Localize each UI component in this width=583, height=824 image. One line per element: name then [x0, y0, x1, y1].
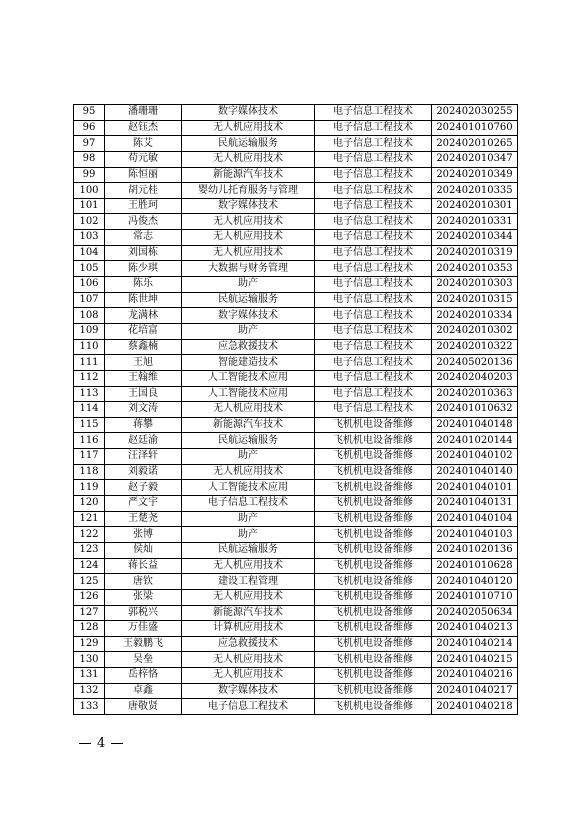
student-name-cell: 龙满林	[105, 308, 182, 324]
table-row	[74, 589, 518, 605]
student-name-cell: 汪泽轩	[105, 449, 182, 465]
student-name-cell: 张博	[105, 527, 182, 543]
row-number-cell: 101	[74, 198, 105, 214]
target-major-cell: 飞机机电设备维修	[315, 668, 432, 684]
target-major-cell: 电子信息工程技术	[315, 323, 432, 339]
original-major-cell: 助产	[182, 323, 315, 339]
row-number-cell: 132	[74, 683, 105, 699]
student-name-cell: 蒋长益	[105, 558, 182, 574]
row-number-cell: 120	[74, 496, 105, 512]
table-row	[74, 402, 518, 418]
original-major-cell: 应急救援技术	[182, 636, 315, 652]
original-major-cell: 无人机应用技术	[182, 230, 315, 246]
target-major-cell: 电子信息工程技术	[315, 355, 432, 371]
original-major-cell: 助产	[182, 511, 315, 527]
row-number-cell: 102	[74, 214, 105, 230]
row-number-cell: 118	[74, 464, 105, 480]
row-number-cell: 113	[74, 386, 105, 402]
row-number-cell: 123	[74, 542, 105, 558]
row-number-cell: 121	[74, 511, 105, 527]
table-row	[74, 245, 518, 261]
original-major-cell: 数字媒体技术	[182, 105, 315, 121]
student-id-cell: 202401010760	[432, 120, 518, 136]
table-row	[74, 136, 518, 152]
target-major-cell: 电子信息工程技术	[315, 230, 432, 246]
original-major-cell: 数字媒体技术	[182, 308, 315, 324]
original-major-cell: 数字媒体技术	[182, 683, 315, 699]
target-major-cell: 电子信息工程技术	[315, 105, 432, 121]
table-row	[74, 605, 518, 621]
target-major-cell: 电子信息工程技术	[315, 386, 432, 402]
original-major-cell: 无人机应用技术	[182, 402, 315, 418]
original-major-cell: 无人机应用技术	[182, 151, 315, 167]
student-id-cell: 202402010353	[432, 261, 518, 277]
original-major-cell: 人工智能技术应用	[182, 386, 315, 402]
target-major-cell: 飞机机电设备维修	[315, 589, 432, 605]
student-id-cell: 202401040215	[432, 652, 518, 668]
original-major-cell: 新能源汽车技术	[182, 605, 315, 621]
table-row	[74, 652, 518, 668]
student-id-cell: 202405020136	[432, 355, 518, 371]
row-number-cell: 95	[74, 105, 105, 121]
student-name-cell: 冯俊杰	[105, 214, 182, 230]
target-major-cell: 飞机机电设备维修	[315, 621, 432, 637]
table-row	[74, 621, 518, 637]
table-row	[74, 198, 518, 214]
table-row	[74, 151, 518, 167]
table-row	[74, 417, 518, 433]
student-name-cell: 王胜珂	[105, 198, 182, 214]
student-id-cell: 202402010331	[432, 214, 518, 230]
student-name-cell: 陈乐	[105, 277, 182, 293]
target-major-cell: 电子信息工程技术	[315, 167, 432, 183]
target-major-cell: 电子信息工程技术	[315, 214, 432, 230]
original-major-cell: 新能源汽车技术	[182, 417, 315, 433]
original-major-cell: 民航运输服务	[182, 433, 315, 449]
table-row	[74, 230, 518, 246]
row-number-cell: 126	[74, 589, 105, 605]
table-row	[74, 636, 518, 652]
target-major-cell: 飞机机电设备维修	[315, 527, 432, 543]
target-major-cell: 电子信息工程技术	[315, 308, 432, 324]
row-number-cell: 119	[74, 480, 105, 496]
student-id-cell: 202402010301	[432, 198, 518, 214]
table-row	[74, 214, 518, 230]
target-major-cell: 飞机机电设备维修	[315, 417, 432, 433]
table-row	[74, 355, 518, 371]
student-id-cell: 202401040101	[432, 480, 518, 496]
student-name-cell: 王楚尧	[105, 511, 182, 527]
student-name-cell: 陈世坤	[105, 292, 182, 308]
original-major-cell: 民航运输服务	[182, 136, 315, 152]
row-number-cell: 112	[74, 370, 105, 386]
student-id-cell: 202401040120	[432, 574, 518, 590]
student-name-cell: 卓鑫	[105, 683, 182, 699]
original-major-cell: 无人机应用技术	[182, 558, 315, 574]
student-name-cell: 唐敬贤	[105, 699, 182, 715]
row-number-cell: 108	[74, 308, 105, 324]
table-row	[74, 292, 518, 308]
original-major-cell: 电子信息工程技术	[182, 699, 315, 715]
student-name-cell: 吴垒	[105, 652, 182, 668]
target-major-cell: 飞机机电设备维修	[315, 699, 432, 715]
table-row	[74, 105, 518, 121]
footer-dash-right	[111, 743, 123, 744]
target-major-cell: 电子信息工程技术	[315, 292, 432, 308]
student-name-cell: 赵钰杰	[105, 120, 182, 136]
target-major-cell: 飞机机电设备维修	[315, 558, 432, 574]
target-major-cell: 电子信息工程技术	[315, 151, 432, 167]
target-major-cell: 飞机机电设备维修	[315, 433, 432, 449]
target-major-cell: 电子信息工程技术	[315, 402, 432, 418]
original-major-cell: 无人机应用技术	[182, 464, 315, 480]
student-name-cell: 岳梓恪	[105, 668, 182, 684]
target-major-cell: 电子信息工程技术	[315, 183, 432, 199]
table-row	[74, 558, 518, 574]
student-id-cell: 202402010315	[432, 292, 518, 308]
original-major-cell: 民航运输服务	[182, 542, 315, 558]
student-id-cell: 202401040102	[432, 449, 518, 465]
row-number-cell: 122	[74, 527, 105, 543]
table-row	[74, 167, 518, 183]
target-major-cell: 飞机机电设备维修	[315, 683, 432, 699]
row-number-cell: 110	[74, 339, 105, 355]
student-name-cell: 刘毅诺	[105, 464, 182, 480]
table-row	[74, 542, 518, 558]
row-number-cell: 117	[74, 449, 105, 465]
original-major-cell: 无人机应用技术	[182, 668, 315, 684]
row-number-cell: 125	[74, 574, 105, 590]
student-id-cell: 202401040217	[432, 683, 518, 699]
student-name-cell: 刘文涛	[105, 402, 182, 418]
row-number-cell: 100	[74, 183, 105, 199]
table-row	[74, 464, 518, 480]
student-id-cell: 202401040148	[432, 417, 518, 433]
student-name-cell: 严文宇	[105, 496, 182, 512]
table-row	[74, 339, 518, 355]
row-number-cell: 128	[74, 621, 105, 637]
student-id-cell: 202402010344	[432, 230, 518, 246]
student-list-body	[74, 105, 518, 715]
target-major-cell: 飞机机电设备维修	[315, 464, 432, 480]
row-number-cell: 104	[74, 245, 105, 261]
row-number-cell: 111	[74, 355, 105, 371]
row-number-cell: 99	[74, 167, 105, 183]
student-id-cell: 202402010363	[432, 386, 518, 402]
page-footer	[79, 736, 123, 751]
target-major-cell: 飞机机电设备维修	[315, 480, 432, 496]
student-id-cell: 202402010302	[432, 323, 518, 339]
table-row	[74, 308, 518, 324]
original-major-cell: 无人机应用技术	[182, 589, 315, 605]
student-id-cell: 202402040203	[432, 370, 518, 386]
table-row	[74, 386, 518, 402]
student-name-cell: 潘珊珊	[105, 105, 182, 121]
student-name-cell: 胡元桂	[105, 183, 182, 199]
student-name-cell: 蔡鑫楠	[105, 339, 182, 355]
student-id-cell: 202402010334	[432, 308, 518, 324]
table-row	[74, 574, 518, 590]
student-name-cell: 常志	[105, 230, 182, 246]
student-name-cell: 陈恒丽	[105, 167, 182, 183]
original-major-cell: 计算机应用技术	[182, 621, 315, 637]
student-id-cell: 202401040131	[432, 496, 518, 512]
student-name-cell: 赵子毅	[105, 480, 182, 496]
student-name-cell: 张梁	[105, 589, 182, 605]
student-id-cell: 202401040218	[432, 699, 518, 715]
original-major-cell: 电子信息工程技术	[182, 496, 315, 512]
student-id-cell: 202401020136	[432, 542, 518, 558]
original-major-cell: 无人机应用技术	[182, 214, 315, 230]
table-row	[74, 183, 518, 199]
target-major-cell: 电子信息工程技术	[315, 370, 432, 386]
target-major-cell: 电子信息工程技术	[315, 277, 432, 293]
student-name-cell: 陈艾	[105, 136, 182, 152]
row-number-cell: 107	[74, 292, 105, 308]
target-major-cell: 电子信息工程技术	[315, 198, 432, 214]
row-number-cell: 124	[74, 558, 105, 574]
row-number-cell: 127	[74, 605, 105, 621]
row-number-cell: 96	[74, 120, 105, 136]
student-id-cell: 202402030255	[432, 105, 518, 121]
original-major-cell: 助产	[182, 277, 315, 293]
original-major-cell: 民航运输服务	[182, 292, 315, 308]
target-major-cell: 飞机机电设备维修	[315, 652, 432, 668]
original-major-cell: 无人机应用技术	[182, 245, 315, 261]
student-id-cell: 202402010347	[432, 151, 518, 167]
original-major-cell: 建设工程管理	[182, 574, 315, 590]
target-major-cell: 电子信息工程技术	[315, 120, 432, 136]
original-major-cell: 人工智能技术应用	[182, 370, 315, 386]
student-name-cell: 唐钦	[105, 574, 182, 590]
original-major-cell: 婴幼儿托育服务与管理	[182, 183, 315, 199]
original-major-cell: 无人机应用技术	[182, 652, 315, 668]
table-row	[74, 527, 518, 543]
row-number-cell: 131	[74, 668, 105, 684]
target-major-cell: 电子信息工程技术	[315, 136, 432, 152]
target-major-cell: 飞机机电设备维修	[315, 636, 432, 652]
target-major-cell: 飞机机电设备维修	[315, 605, 432, 621]
student-id-cell: 202402010319	[432, 245, 518, 261]
student-id-cell: 202401040214	[432, 636, 518, 652]
table-row	[74, 480, 518, 496]
table-row	[74, 683, 518, 699]
student-id-cell: 202401020144	[432, 433, 518, 449]
original-major-cell: 大数据与财务管理	[182, 261, 315, 277]
student-name-cell: 侯灿	[105, 542, 182, 558]
row-number-cell: 116	[74, 433, 105, 449]
target-major-cell: 飞机机电设备维修	[315, 449, 432, 465]
table-row	[74, 120, 518, 136]
original-major-cell: 无人机应用技术	[182, 120, 315, 136]
original-major-cell: 人工智能技术应用	[182, 480, 315, 496]
page-number: 4	[97, 736, 106, 751]
table-row	[74, 449, 518, 465]
row-number-cell: 97	[74, 136, 105, 152]
student-name-cell: 郭税兴	[105, 605, 182, 621]
student-id-cell: 202402010265	[432, 136, 518, 152]
student-id-cell: 202402010303	[432, 277, 518, 293]
target-major-cell: 飞机机电设备维修	[315, 542, 432, 558]
row-number-cell: 103	[74, 230, 105, 246]
row-number-cell: 133	[74, 699, 105, 715]
table-row	[74, 277, 518, 293]
student-name-cell: 苟元敏	[105, 151, 182, 167]
target-major-cell: 电子信息工程技术	[315, 261, 432, 277]
original-major-cell: 助产	[182, 449, 315, 465]
table-row	[74, 496, 518, 512]
table-row	[74, 699, 518, 715]
student-name-cell: 花培富	[105, 323, 182, 339]
student-id-cell: 202401040140	[432, 464, 518, 480]
student-id-cell: 202401010632	[432, 402, 518, 418]
original-major-cell: 助产	[182, 527, 315, 543]
target-major-cell: 飞机机电设备维修	[315, 496, 432, 512]
table-row	[74, 370, 518, 386]
student-id-cell: 202401040216	[432, 668, 518, 684]
student-id-cell: 202402010322	[432, 339, 518, 355]
target-major-cell: 飞机机电设备维修	[315, 511, 432, 527]
row-number-cell: 98	[74, 151, 105, 167]
student-id-cell: 202401010628	[432, 558, 518, 574]
student-name-cell: 蒋攀	[105, 417, 182, 433]
table-row	[74, 511, 518, 527]
row-number-cell: 109	[74, 323, 105, 339]
student-id-cell: 202401040103	[432, 527, 518, 543]
student-name-cell: 赵廷渝	[105, 433, 182, 449]
student-name-cell: 刘国栋	[105, 245, 182, 261]
student-id-cell: 202402010335	[432, 183, 518, 199]
target-major-cell: 电子信息工程技术	[315, 245, 432, 261]
target-major-cell: 飞机机电设备维修	[315, 574, 432, 590]
table-row	[74, 668, 518, 684]
student-id-cell: 202402050634	[432, 605, 518, 621]
target-major-cell: 电子信息工程技术	[315, 339, 432, 355]
original-major-cell: 数字媒体技术	[182, 198, 315, 214]
original-major-cell: 智能建造技术	[182, 355, 315, 371]
student-name-cell: 王国良	[105, 386, 182, 402]
row-number-cell: 114	[74, 402, 105, 418]
student-id-cell: 202401010710	[432, 589, 518, 605]
original-major-cell: 应急救援技术	[182, 339, 315, 355]
table-row	[74, 261, 518, 277]
student-list-table	[73, 104, 518, 715]
student-id-cell: 202401040104	[432, 511, 518, 527]
row-number-cell: 105	[74, 261, 105, 277]
row-number-cell: 106	[74, 277, 105, 293]
row-number-cell: 115	[74, 417, 105, 433]
student-id-cell: 202402010349	[432, 167, 518, 183]
student-name-cell: 陈少琪	[105, 261, 182, 277]
row-number-cell: 130	[74, 652, 105, 668]
footer-dash-left	[79, 743, 91, 744]
row-number-cell: 129	[74, 636, 105, 652]
student-name-cell: 王旭	[105, 355, 182, 371]
student-id-cell: 202401040213	[432, 621, 518, 637]
student-name-cell: 王翰维	[105, 370, 182, 386]
table-row	[74, 323, 518, 339]
student-name-cell: 万佳盛	[105, 621, 182, 637]
original-major-cell: 新能源汽车技术	[182, 167, 315, 183]
table-row	[74, 433, 518, 449]
student-name-cell: 王毅鹏飞	[105, 636, 182, 652]
